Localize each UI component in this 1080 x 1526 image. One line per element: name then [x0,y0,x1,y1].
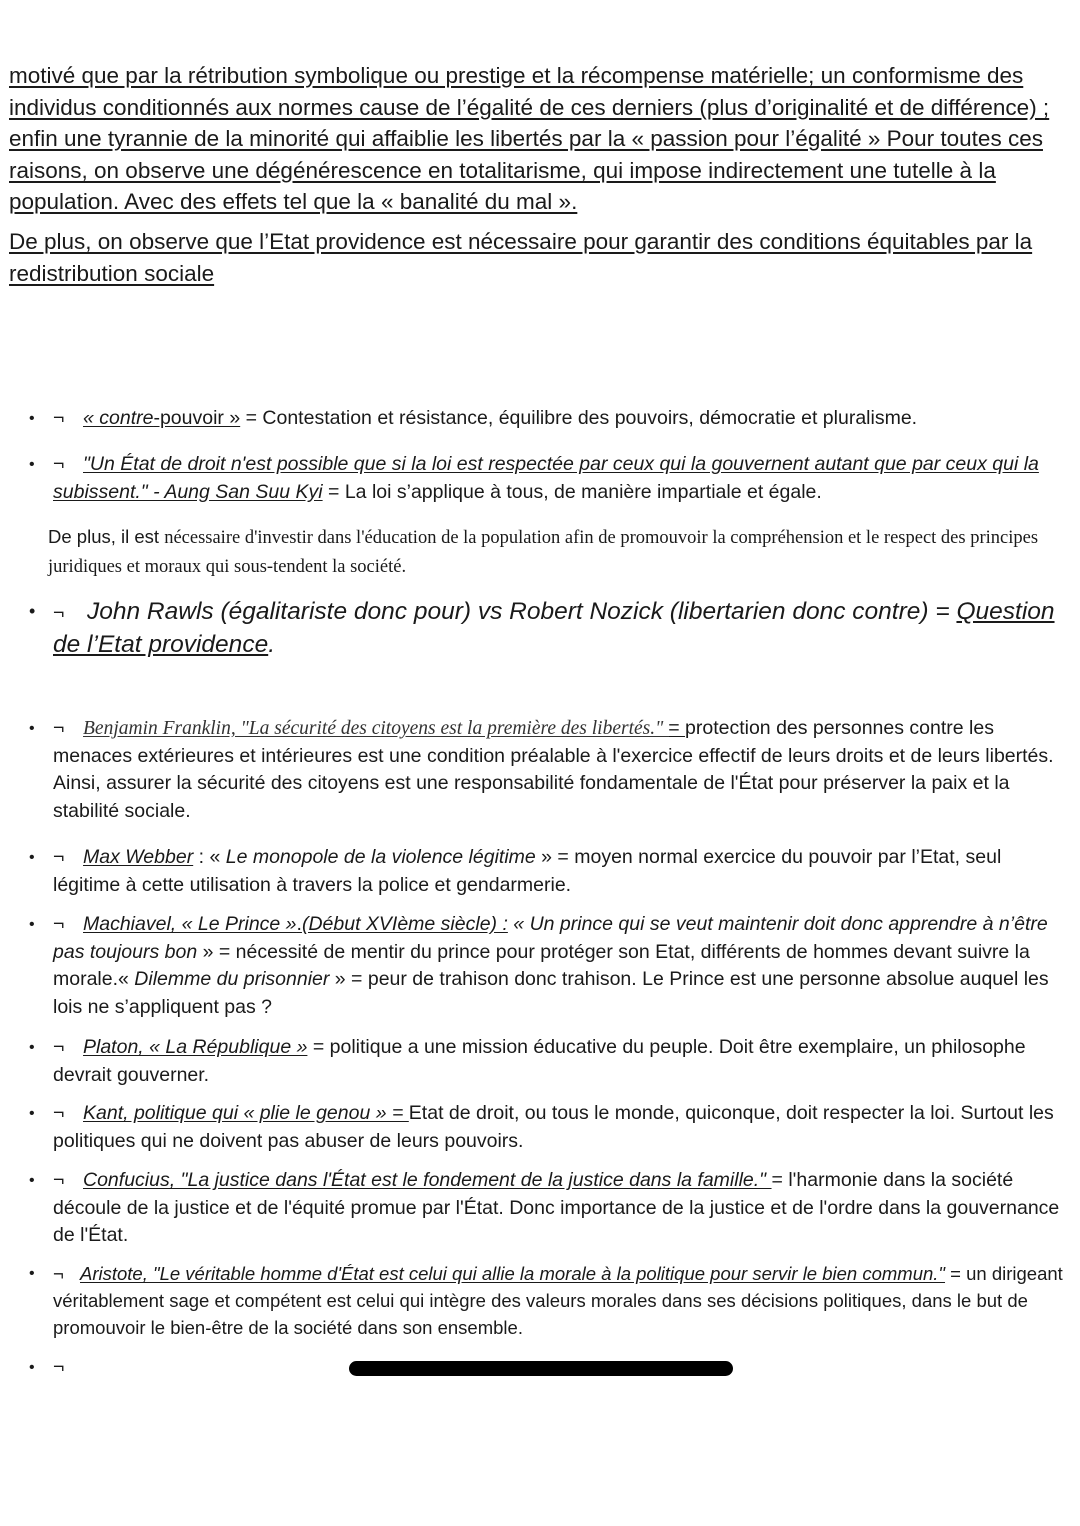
list-item-machiavel [29,911,1072,1021]
dot: . [296,913,302,935]
quote: "Un État de droit n'est possible que si la loi est respectée par ceux qui la gouvernent autant que par ceux qui la subissent." - Aung San Suu Kyi [53,453,1039,503]
list-item-webber [29,844,1072,899]
list-item-contre-pouvoir [29,405,1072,433]
term: -pouvoir » [153,407,241,429]
quote: Un prince qui se veut maintenir doit donc apprendre à n’être pas toujours bon [53,913,1048,963]
bullet-icon: • [29,456,35,473]
negation-mark: ¬ [53,602,65,624]
definition: = La loi s’applique à tous, de manière impartiale et égale. [322,480,822,503]
education-lead: De plus, il est [48,526,165,547]
intro-text [9,60,1060,289]
intro-paragraph-2: De plus, on observe que l’Etat providence est nécessaire pour garantir des conditions équitables par la redistribution sociale [9,228,1033,286]
equals: = [668,717,686,739]
list-item-aristote [29,1260,1072,1341]
negation-mark: ¬ [53,407,65,429]
text: : « [193,846,226,868]
negation-mark: ¬ [53,846,65,868]
quote: Aristote, "Le véritable homme d'État est celui qui allie la morale à la politique pour servir le bien commun." [80,1263,946,1284]
negation-mark: ¬ [53,913,65,935]
negation-mark: ¬ [53,717,65,739]
text: « [507,913,530,935]
quote: Confucius, "La justice dans l'État est le fondement de la justice dans la famille." [83,1169,772,1191]
list-item-rawls-nozick [29,596,1072,660]
definition: = un dirigeant véritablement sage et compétent est celui qui intègre des valeurs morales dans ses décisions politiques, dans le but de promouvoir le bien-être de la société dans son ensemble. [53,1263,1063,1338]
negation-mark: ¬ [53,1102,65,1124]
education-body: nécessaire d'investir dans l'éducation de la population afin de promouvoir la compréhension et le respect des principes juridiques et moraux qui sous-tendent la société. [48,528,1039,577]
list-item-kant [29,1100,1072,1155]
bullet-icon: • [29,916,35,933]
author: Max Webber [83,846,194,868]
list-item-suu-kyi [29,451,1072,506]
definition: » = nécessité de mentir du prince pour protéger son Etat, différents de hommes devant suivre la morale.« [53,940,1030,990]
bullet-icon: • [29,1105,35,1122]
bullet-icon: • [29,720,35,737]
author: Kant, politique qui « plie le genou » = [83,1102,409,1124]
list-item-confucius [29,1167,1072,1250]
home-indicator[interactable] [349,1361,733,1376]
list-item-franklin [29,715,1072,825]
term-italic: « contre [83,407,154,429]
date: (Début XVIème siècle) : [301,913,508,935]
negation-mark: ¬ [53,1169,65,1191]
negation-mark: ¬ [53,1263,64,1284]
definition: Etat de droit, ou tous le monde, quiconque, doit respecter la loi. Surtout les politiques qui ne doivent pas abuser de leurs pouvoirs. [53,1102,1054,1152]
author: Machiavel, « Le Prince » [83,913,297,935]
negation-mark: ¬ [53,1036,65,1058]
question: Question de l’Etat providence [53,598,1055,658]
definition: = l'harmonie dans la société découle de la justice et de l'équité promue par l'État. Donc importance de la justice et de l'ordre dans la gouvernance de l'État. [53,1169,1060,1246]
bullet-icon: • [29,601,36,621]
definition: protection des personnes contre les menaces extérieures et intérieures est une condition préalable à l'exercice effectif de leurs droits et de leurs libertés. Ainsi, assurer la sécurité des citoyens est une responsabilité fondamentale de l'État pour préserver la paix et la stabilité sociale. [53,717,1054,822]
intro-paragraph-1: motivé que par la rétribution symbolique ou prestige et la récompense matérielle; un conformisme des individus conditionnés aux normes cause de l’égalité de ces derniers (plus d’originalité et de différence) ; enfin une tyrannie de la minorité qui affaiblie les libertés par la « passion pour l’égalité » Pour toutes ces raisons, on observe une dégénérescence en totalitarisme, qui impose indirectement une tutelle à la population. Avec des effets tel que la « banalité du mal ». [9,63,1050,215]
author: Platon, « La République » [83,1036,308,1058]
bullet-icon: • [29,1265,35,1282]
quote: Le monopole de la violence légitime [225,846,536,868]
definition-2: » = peur de trahison donc trahison. Le Prince est une personne absolue auquel les lois ne s’appliquent pas ? [53,968,1049,1018]
quote: Benjamin Franklin, "La sécurité des citoyens est la première des libertés." [83,718,669,739]
education-paragraph [48,523,1050,581]
period: . [268,631,276,658]
definition: = Contestation et résistance, équilibre des pouvoirs, démocratie et pluralisme. [240,407,918,429]
bullet-icon: • [29,1359,35,1376]
negation-mark: ¬ [53,453,65,475]
bullet-icon: • [29,410,35,427]
bullet-icon: • [29,1172,35,1189]
bullet-icon: • [29,1039,35,1056]
definition: » = moyen normal exercice du pouvoir par l’Etat, seul légitime à cette utilisation à travers la police et gendarmerie. [53,846,1002,896]
quote-2: Dilemme du prisonnier [134,968,330,990]
definition: = politique a une mission éducative du peuple. Doit être exemplaire, un philosophe devrait gouverner. [53,1036,1026,1086]
list-item-platon [29,1034,1072,1089]
bullet-icon: • [29,849,35,866]
debate: John Rawls (égalitariste donc pour) vs Robert Nozick (libertarien donc contre) = [87,598,957,625]
negation-mark: ¬ [53,1356,65,1378]
